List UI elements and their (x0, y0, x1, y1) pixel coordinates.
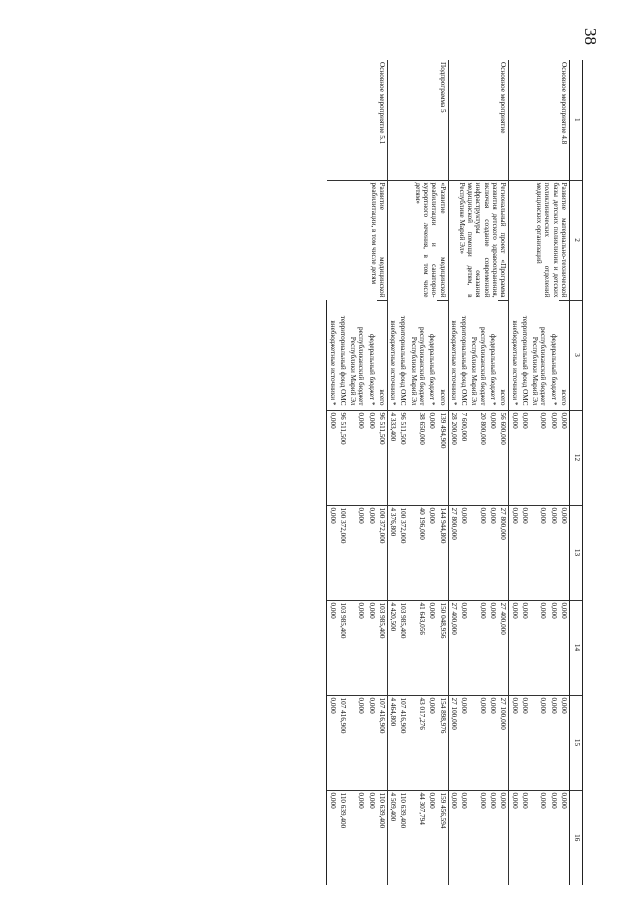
amount-cell: 0,000 (520, 695, 530, 790)
amount-cell: 0,000 (509, 790, 520, 885)
amount-cell: 103 985,400 (377, 600, 388, 695)
measure-description-cell: Развитие медицинской реабилитации, в том числе детям (327, 180, 388, 300)
amount-cell: 40 196,000 (409, 505, 428, 600)
amount-cell: 0,000 (509, 505, 520, 600)
amount-cell: 159 456,594 (437, 790, 448, 885)
column-number-row (570, 60, 583, 885)
header-col-16: 16 (570, 790, 583, 885)
funding-source-cell: всего (377, 300, 388, 410)
header-col-2: 2 (570, 180, 583, 300)
amount-cell: 0,000 (509, 410, 520, 505)
amount-cell: 0,000 (469, 600, 488, 695)
amount-cell: 0,000 (448, 790, 459, 885)
amount-cell: 103 985,400 (338, 600, 348, 695)
table-row (559, 60, 570, 885)
amount-cell: 4 333,400 (387, 410, 398, 505)
header-col-12: 12 (570, 410, 583, 505)
amount-cell: 100 372,000 (338, 505, 348, 600)
funding-source-cell: территориальный фонд ОМС (399, 315, 408, 406)
amount-cell: 139 494,900 (437, 410, 448, 505)
funding-source-cell: внебюджетные источники * (449, 320, 458, 406)
amount-cell: 0,000 (548, 695, 558, 790)
table-row (377, 60, 388, 885)
amount-cell: 27 400,000 (498, 600, 509, 695)
amount-cell: 0,000 (348, 695, 367, 790)
funding-source-cell: федеральный бюджет * (367, 333, 376, 406)
funding-source-cell: всего (559, 300, 570, 410)
amount-cell: 0,000 (459, 790, 469, 885)
header-col-1: 1 (570, 60, 583, 180)
amount-cell: 41 643,056 (409, 600, 428, 695)
funding-source-cell: федеральный бюджет * (549, 333, 558, 406)
amount-cell: 0,000 (459, 600, 469, 695)
measure-name-cell: Основное мероприятие 5.1 (327, 60, 388, 180)
amount-cell: 0,000 (348, 790, 367, 885)
amount-cell: 0,000 (327, 695, 338, 790)
amount-cell: 0,000 (427, 790, 437, 885)
amount-cell: 27 400,000 (448, 600, 459, 695)
amount-cell: 0,000 (427, 505, 437, 600)
amount-cell: 0,000 (469, 695, 488, 790)
amount-cell: 0,000 (559, 410, 570, 505)
table-body (327, 60, 570, 885)
amount-cell: 0,000 (520, 600, 530, 695)
amount-cell: 103 985,400 (398, 600, 408, 695)
amount-cell: 0,000 (488, 695, 498, 790)
funding-source-cell: территориальный фонд ОМС (460, 315, 469, 406)
amount-cell: 0,000 (459, 505, 469, 600)
amount-cell: 0,000 (530, 505, 549, 600)
amount-cell: 0,000 (366, 410, 376, 505)
amount-cell: 20 800,000 (469, 410, 488, 505)
measure-description-cell: «Развитие медицинской реабилитации и санаторно-курортного лечения, в том числе детям» (387, 180, 448, 300)
amount-cell: 0,000 (498, 790, 509, 885)
table-row (437, 60, 448, 885)
page-number: 38 (581, 28, 600, 45)
amount-cell: 43 017,276 (409, 695, 428, 790)
amount-cell: 100 372,000 (398, 505, 408, 600)
amount-cell: 0,000 (427, 600, 437, 695)
amount-cell: 0,000 (469, 505, 488, 600)
amount-cell: 0,000 (509, 600, 520, 695)
amount-cell: 0,000 (520, 790, 530, 885)
amount-cell: 0,000 (559, 600, 570, 695)
amount-cell: 4 420,500 (387, 600, 398, 695)
funding-source-cell: республиканский бюджет Республики Марий Эл (409, 326, 427, 406)
amount-cell: 0,000 (327, 505, 338, 600)
amount-cell: 7 600,000 (459, 410, 469, 505)
amount-cell: 27 100,000 (448, 695, 459, 790)
amount-cell: 0,000 (548, 410, 558, 505)
header-col-14: 14 (570, 600, 583, 695)
amount-cell: 0,000 (530, 600, 549, 695)
amount-cell: 0,000 (559, 505, 570, 600)
amount-cell: 0,000 (530, 410, 549, 505)
rotated-table-container (48, 60, 583, 885)
funding-source-cell: внебюджетные источники * (327, 300, 338, 410)
amount-cell: 107 416,900 (377, 695, 388, 790)
amount-cell: 27 800,000 (448, 505, 459, 600)
amount-cell: 107 416,900 (398, 695, 408, 790)
header-col-15: 15 (570, 695, 583, 790)
funding-source-cell: всего (498, 300, 509, 410)
amount-cell: 4 464,800 (387, 695, 398, 790)
amount-cell: 110 639,400 (338, 790, 348, 885)
budget-table (326, 60, 583, 885)
funding-source-cell: всего (437, 300, 448, 410)
amount-cell: 0,000 (488, 410, 498, 505)
amount-cell: 44 307,794 (409, 790, 428, 885)
funding-source-cell: федеральный бюджет * (428, 333, 437, 406)
amount-cell: 0,000 (327, 410, 338, 505)
measure-name-cell: Основное мероприятие (448, 60, 509, 180)
amount-cell: 100 372,000 (377, 505, 388, 600)
amount-cell: 0,000 (366, 505, 376, 600)
amount-cell: 0,000 (548, 790, 558, 885)
funding-source-cell: республиканский бюджет Республики Марий Эл (349, 326, 366, 406)
funding-source-cell: республиканский бюджет Республики Марий Эл (470, 326, 487, 406)
amount-cell: 0,000 (327, 790, 338, 885)
amount-cell: 0,000 (348, 600, 367, 695)
funding-source-cell: территориальный фонд ОМС (520, 315, 529, 406)
amount-cell: 96 511,500 (338, 410, 348, 505)
amount-cell: 0,000 (366, 790, 376, 885)
amount-cell: 150 048,956 (437, 600, 448, 695)
amount-cell: 110 639,400 (398, 790, 408, 885)
amount-cell: 0,000 (348, 505, 367, 600)
amount-cell: 0,000 (559, 790, 570, 885)
amount-cell: 0,000 (530, 695, 549, 790)
amount-cell: 38 650,000 (409, 410, 428, 505)
funding-source-cell: республиканский бюджет Республики Марий Эл (531, 326, 548, 406)
amount-cell: 0,000 (366, 695, 376, 790)
measure-description-cell: Региональный проект «Программа развития детского здравоохранения, включая создание современной инфраструктуры оказания медицинской помощи детям, в Республике Марий Эл» (448, 180, 509, 300)
funding-source-cell: территориальный фонд ОМС (338, 315, 347, 406)
amount-cell: 0,000 (520, 505, 530, 600)
amount-cell: 0,000 (488, 790, 498, 885)
amount-cell: 0,000 (366, 600, 376, 695)
header-col-3: 3 (570, 300, 583, 410)
amount-cell: 0,000 (427, 410, 437, 505)
amount-cell: 0,000 (548, 600, 558, 695)
measure-description-cell: Развитие материально-технической базы детских поликлиник и детских поликлинических отделений медицинских организаций (509, 180, 570, 300)
funding-source-cell: федеральный бюджет * (489, 333, 498, 406)
amount-cell: 0,000 (348, 410, 367, 505)
amount-cell: 27 100,000 (498, 695, 509, 790)
amount-cell: 4 376,800 (387, 505, 398, 600)
amount-cell: 0,000 (559, 695, 570, 790)
amount-cell: 154 898,976 (437, 695, 448, 790)
amount-cell: 110 639,400 (377, 790, 388, 885)
funding-source-cell: внебюджетные источники * (389, 320, 398, 406)
table-row (498, 60, 509, 885)
amount-cell: 144 944,800 (437, 505, 448, 600)
amount-cell: 0,000 (548, 505, 558, 600)
measure-name-cell: Основное мероприятие 4.8 (509, 60, 570, 180)
amount-cell: 0,000 (530, 790, 549, 885)
amount-cell: 0,000 (488, 600, 498, 695)
amount-cell: 0,000 (327, 600, 338, 695)
amount-cell: 0,000 (427, 695, 437, 790)
amount-cell: 27 800,000 (498, 505, 509, 600)
amount-cell: 56 600,000 (498, 410, 509, 505)
amount-cell: 28 200,000 (448, 410, 459, 505)
funding-source-cell: внебюджетные источники * (510, 320, 519, 406)
amount-cell: 4 509,400 (387, 790, 398, 885)
amount-cell: 0,000 (459, 695, 469, 790)
amount-cell: 96 511,500 (377, 410, 388, 505)
amount-cell: 0,000 (469, 790, 488, 885)
amount-cell: 96 511,500 (398, 410, 408, 505)
header-col-13: 13 (570, 505, 583, 600)
amount-cell: 0,000 (520, 410, 530, 505)
amount-cell: 0,000 (488, 505, 498, 600)
amount-cell: 0,000 (509, 695, 520, 790)
amount-cell: 107 416,900 (338, 695, 348, 790)
measure-name-cell: Подпрограмма 5 (387, 60, 448, 180)
